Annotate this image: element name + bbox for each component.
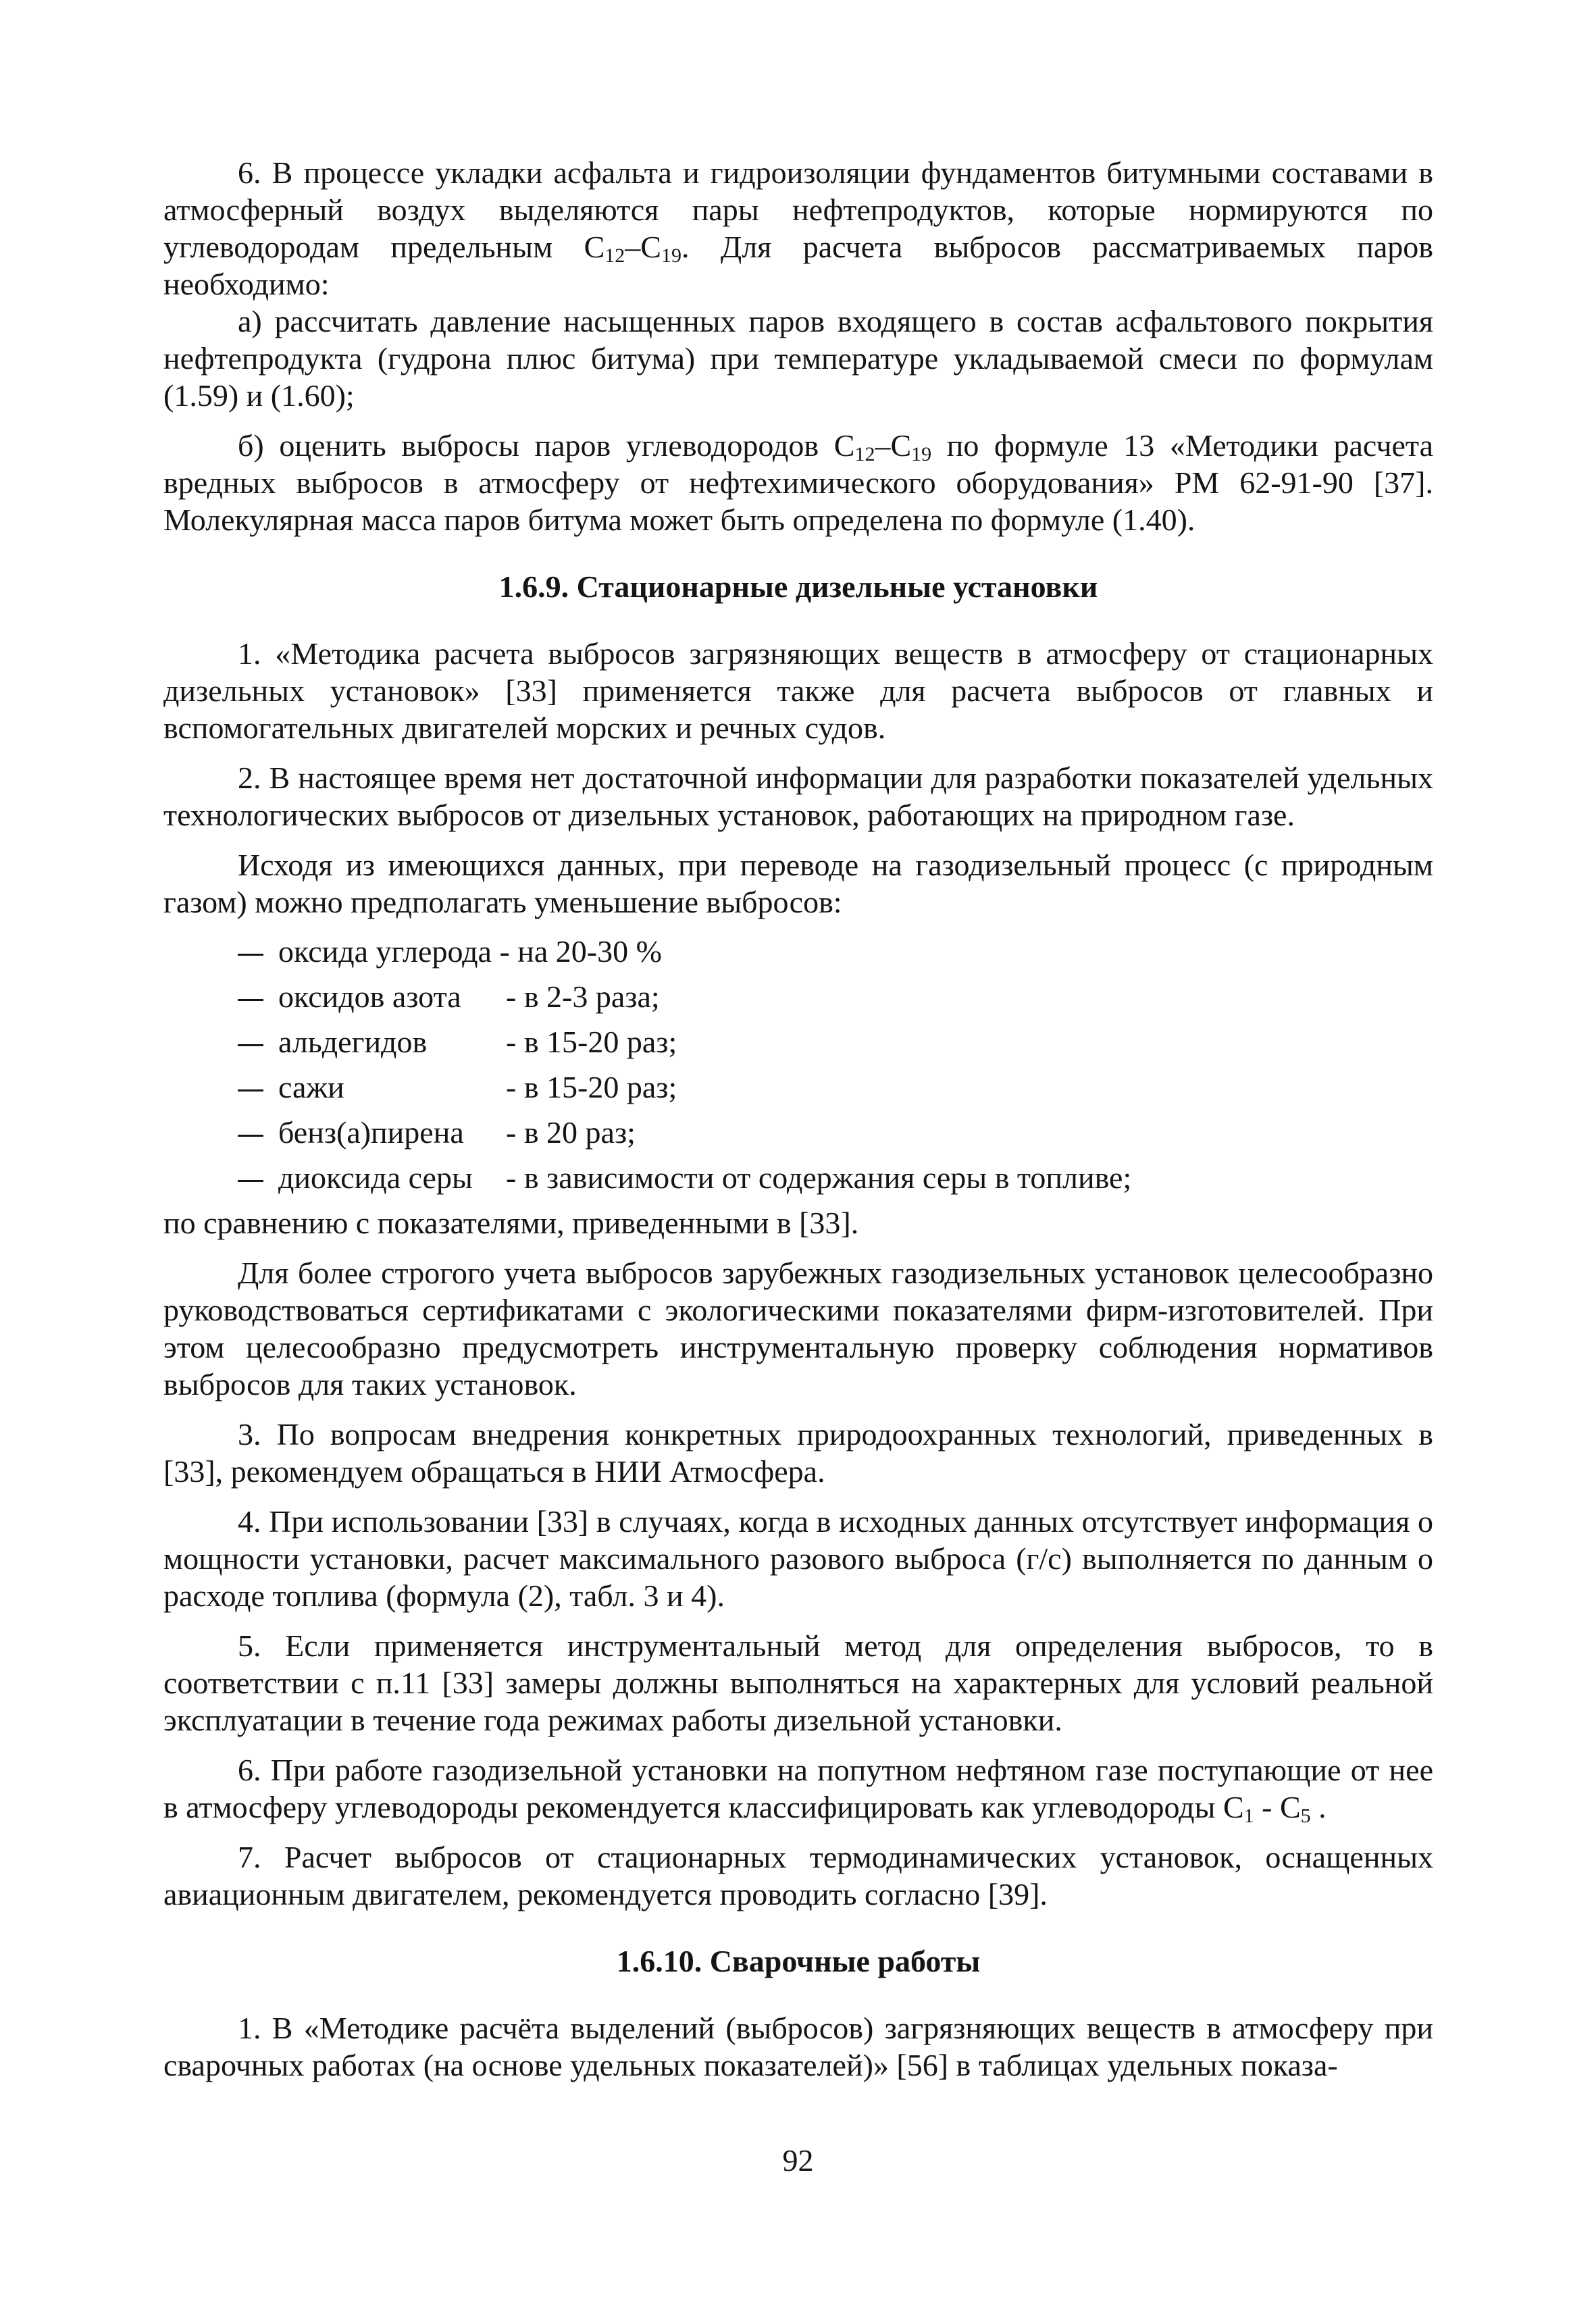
subscript: 19: [661, 245, 681, 267]
paragraph-item-a: а) рассчитать давление насыщенных паров входящего в состав асфальтового покрытия нефтепродукта (гудрона плюс битума) при температуре укладываемой смеси по формулам (1.59) и (1.60);: [163, 304, 1433, 413]
subscript: 1: [1243, 1805, 1254, 1827]
paragraph-diesel-3: 3. По вопросам внедрения конкретных природоохранных технологий, приведенных в [33], рекомендуем обращаться в НИИ Атмосфера.: [163, 1417, 1433, 1489]
list-item-substance: сажи: [278, 1070, 344, 1104]
list-item-substance: диоксида серы: [278, 1160, 473, 1195]
emission-reduction-list: [163, 929, 1433, 1200]
dash-bullet: [238, 1064, 278, 1110]
list-item-reduction: - в 15-20 раз;: [506, 1025, 677, 1059]
paragraph-diesel-6: [163, 1751, 1433, 1826]
list-item: [163, 929, 1433, 974]
list-item: [163, 1155, 1433, 1200]
dash-bullet: [238, 929, 278, 974]
paragraph-diesel-2: 2. В настоящее время нет достаточной информации для разработки показателей удельных технологических выбросов от дизельных установок, работающих на природном газе.: [163, 761, 1433, 832]
paragraph-diesel-4: 4. При использовании [33] в случаях, когда в исходных данных отсутствует информация о мощности установки, расчет максимального разового выброса (г/с) выполняется по данным о расходе топлива (формула (2), табл. 3 и 4).: [163, 1504, 1433, 1613]
list-item-reduction: - в 15-20 раз;: [506, 1070, 677, 1104]
paragraph-text: .: [1310, 1790, 1327, 1824]
dash-bullet: [238, 1019, 278, 1064]
paragraph-intro: [163, 154, 1433, 303]
paragraph-item-b: [163, 427, 1433, 538]
dash-bullet: [238, 974, 278, 1019]
paragraph-foreign-units: Для более строгого учета выбросов зарубежных газодизельных установок целесообразно руководствоваться сертификатами с экологическими показателями фирм-изготовителей. При этом целесообразно предусмотреть инструментальную проверку соблюдения нормативов выбросов для таких установок.: [163, 1256, 1433, 1402]
paragraph-text: . Для расчета выбросов рассматриваемых паров необходимо:: [163, 230, 1433, 301]
paragraph-text: –C: [625, 230, 661, 264]
subscript: 12: [854, 443, 875, 465]
list-item: [163, 1064, 1433, 1110]
subscript: 19: [911, 443, 932, 465]
paragraph-diesel-2-continued: Исходя из имеющихся данных, при переводе на газодизельный процесс (с природным газом) можно предполагать уменьшение выбросов:: [163, 848, 1433, 919]
list-item-reduction: - в 20 раз;: [506, 1115, 636, 1150]
paragraph-text: –C: [875, 428, 912, 463]
list-item: [163, 1110, 1433, 1155]
list-item-substance: бенз(а)пирена: [278, 1115, 464, 1150]
paragraph-after-list: по сравнению с показателями, приведенными в [33].: [163, 1206, 859, 1240]
list-item-substance: альдегидов: [278, 1025, 428, 1059]
paragraph-text: б) оценить выбросы паров углеводородов C: [238, 428, 855, 463]
subscript: 12: [604, 245, 625, 267]
section-heading-welding: 1.6.10. Сварочные работы: [616, 1944, 981, 1978]
list-item: [163, 974, 1433, 1019]
dash-bullet: [238, 1155, 278, 1200]
list-item-reduction: - в зависимости от содержания серы в топливе;: [506, 1160, 1132, 1195]
document-page: [163, 154, 1433, 2084]
paragraph-text: В процессе укладки асфальта и гидроизоляции фундаментов битумными составами в атмосферный воздух выделяются пары нефтепродуктов, которые нормируются по углеводородам предельным C: [163, 155, 1433, 264]
paragraph-diesel-7: 7. Расчет выбросов от стационарных термодинамических установок, оснащенных авиационным двигателем, рекомендуется проводить согласно [39].: [163, 1840, 1433, 1911]
page-number: 92: [782, 2143, 814, 2178]
dash-bullet: [238, 1110, 278, 1155]
paragraph-number: 6.: [238, 155, 272, 190]
list-item-reduction: - в 2-3 раза;: [506, 979, 660, 1014]
section-heading-diesel: 1.6.9. Стационарные дизельные установки: [498, 569, 1098, 604]
paragraph-welding-1: 1. В «Методике расчёта выделений (выбросов) загрязняющих веществ в атмосферу при сварочных работах (на основе удельных показателей)» [56] в таблицах удельных показа-: [163, 2011, 1433, 2082]
list-item: [163, 1019, 1433, 1064]
list-item-substance: оксида углерода - на 20-30 %: [278, 934, 662, 969]
paragraph-text: по формуле 13 «Методики расчета вредных выбросов в атмосферу от нефтехимического оборудования» РМ 62-91-90 [37]. Молекулярная масса паров битума может быть определена по формуле (1.40).: [163, 428, 1433, 537]
paragraph-text: - C: [1254, 1790, 1301, 1824]
paragraph-diesel-5: 5. Если применяется инструментальный метод для определения выбросов, то в соответствии с п.11 [33] замеры должны выполняться на характерных для условий реальной эксплуатации в течение года режимах работы дизельной установки.: [163, 1628, 1433, 1737]
subscript: 5: [1300, 1805, 1311, 1827]
list-item-substance: оксидов азота: [278, 979, 461, 1014]
paragraph-text: 6. При работе газодизельной установки на попутном нефтяном газе поступающие от нее в атмосферу углеводороды рекомендуется классифицировать как углеводороды C: [163, 1753, 1433, 1824]
paragraph-diesel-1: 1. «Методика расчета выбросов загрязняющих веществ в атмосферу от стационарных дизельных установок» [33] применяется также для расчета выбросов от главных и вспомогательных двигателей морских и речных судов.: [163, 636, 1433, 745]
